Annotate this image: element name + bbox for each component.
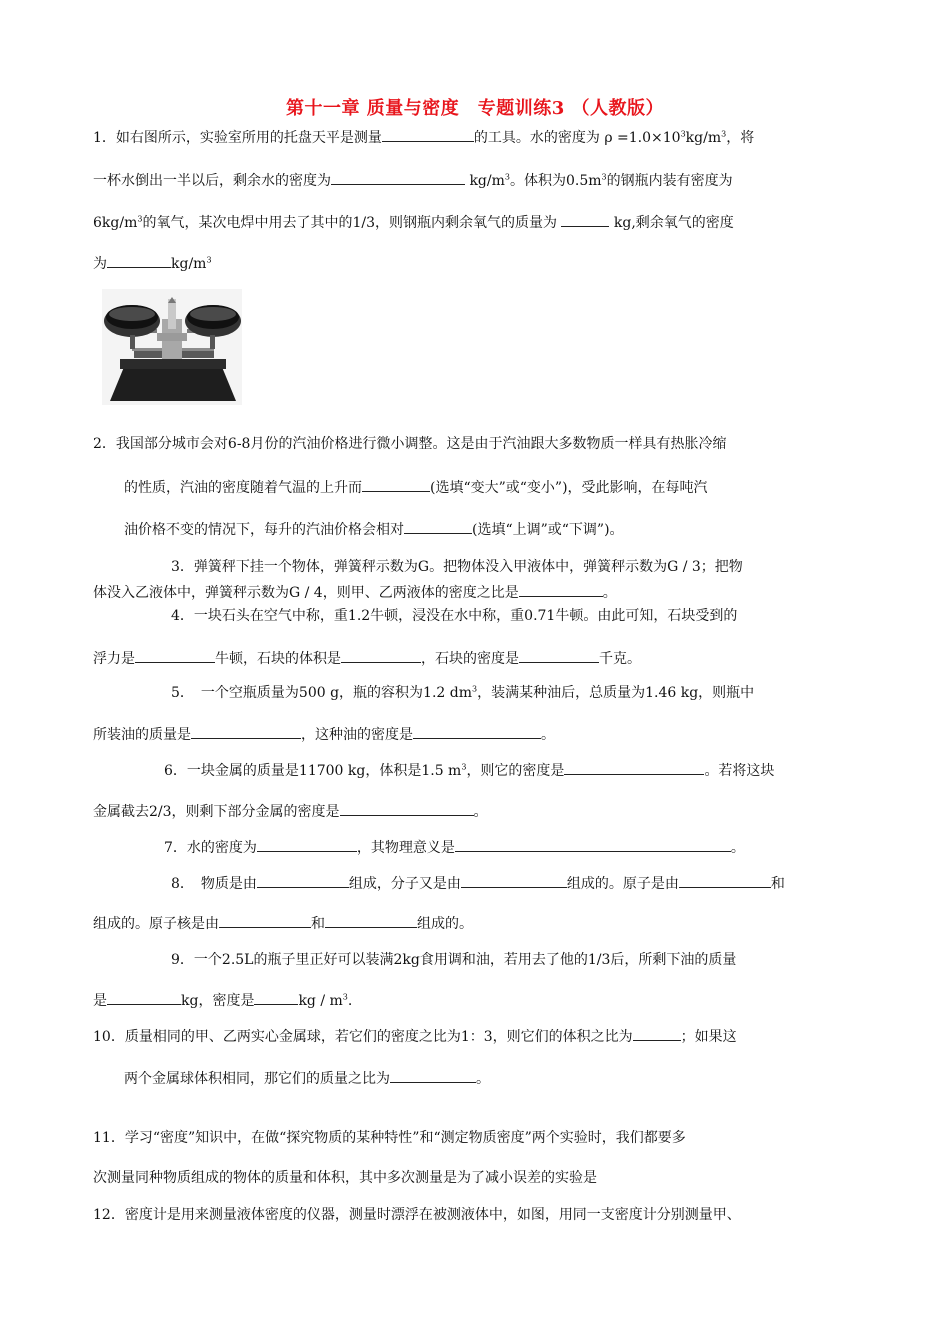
answer-blank[interactable] (257, 873, 349, 888)
q1-line3: $6kg/m^3$的氧气，某次电焊中用去了其中的1/3，则钢瓶内剩余氧气的质量为 kg,剩余氧气的密度 (93, 212, 734, 233)
q4-line2: 浮力是 牛顿，石块的体积是 ，石块的密度是 千克。 (93, 648, 641, 669)
answer-blank[interactable] (404, 519, 472, 534)
answer-blank[interactable] (382, 127, 474, 142)
answer-blank[interactable] (461, 873, 567, 888)
answer-blank[interactable] (191, 724, 301, 739)
q3-line1: 3．弹簧秤下挂一个物体，弹簧秤示数为G。把物体没入甲液体中，弹簧秤示数为G / 3；把物 (171, 559, 743, 575)
q6-line2: 金属截去2/3，则剩下部分金属的密度是 。 (93, 801, 488, 822)
q9-line1: 9．一个2.5L的瓶子里正好可以装满2kg食用调和油，若用去了他的1/3后，所剩下油的质量 (171, 952, 737, 968)
q5-line2: 所装油的质量是 ，这种油的密度是 。 (93, 724, 555, 745)
answer-blank[interactable] (564, 760, 704, 775)
q1-line4: 为 $kg/m^3$ (93, 253, 212, 274)
answer-blank[interactable] (340, 801, 474, 816)
answer-blank[interactable] (257, 837, 357, 852)
answer-blank[interactable] (331, 170, 465, 185)
q6-line1: 6．一块金属的质量是11700 kg，体积是1.5 $m^3$，则它的密度是 。若将这块 (164, 760, 774, 781)
answer-blank[interactable] (325, 913, 417, 928)
answer-blank[interactable] (519, 582, 603, 597)
answer-blank[interactable] (107, 990, 181, 1005)
answer-blank[interactable] (135, 648, 215, 663)
answer-blank[interactable] (390, 1068, 476, 1083)
page-title: 第十一章 质量与密度 专题训练3 （人教版） (285, 98, 665, 119)
q5-line1: 5． 一个空瓶质量为500 g，瓶的容积为1.2 $dm^3$，装满某种油后，总质量为1.46 kg，则瓶中 (171, 684, 755, 701)
q3-line2: 体没入乙液体中，弹簧秤示数为G / 4，则甲、乙两液体的密度之比是 。 (93, 582, 617, 603)
q1-line2: 一杯水倒出一半以后，剩余水的密度为 $kg/m^3$。体积为$0.5m^3$的钢瓶内装有密度为 (93, 170, 733, 191)
q7-line1: 7．水的密度为 ，其物理意义是 。 (164, 837, 745, 858)
answer-blank[interactable] (413, 724, 541, 739)
answer-blank[interactable] (455, 837, 731, 852)
answer-blank[interactable] (679, 873, 771, 888)
answer-blank[interactable] (107, 253, 171, 268)
answer-blank[interactable] (561, 212, 609, 227)
answer-blank[interactable] (219, 913, 311, 928)
q11-line1: 11．学习“密度”知识中，在做“探究物质的某种特性”和“测定物质密度”两个实验时，我们都要多 (93, 1130, 686, 1146)
q4-line1: 4．一块石头在空气中称，重1.2牛顿，浸没在水中称，重0.71牛顿。由此可知，石块受到的 (171, 608, 738, 624)
answer-blank[interactable] (362, 477, 430, 492)
balance-scale-image (102, 289, 242, 405)
answer-blank[interactable] (341, 648, 421, 663)
q8-line2: 组成的。原子核是由 和 组成的。 (93, 913, 473, 934)
q11-line2: 次测量同种物质组成的物体的质量和体积，其中多次测量是为了减小误差的实验是 (93, 1170, 597, 1186)
q2-line2: 的性质，汽油的密度随着气温的上升而 (选填“变大”或“变小”)，受此影响，在每吨汽 (124, 477, 708, 498)
q10-line1: 10．质量相同的甲、乙两实心金属球，若它们的密度之比为1：3，则它们的体积之比为 ；如果这 (93, 1026, 737, 1047)
q2-line1: 2．我国部分城市会对6-8月份的汽油价格进行微小调整。这是由于汽油跟大多数物质一样具有热胀冷缩 (93, 436, 727, 452)
answer-blank[interactable] (254, 990, 298, 1005)
q1-line1: 1．如右图所示，实验室所用的托盘天平是测量 的工具。水的密度为 $\rho =1.0\times 10^3kg/m^3$，将 (93, 127, 754, 148)
q8-line1: 8． 物质是由 组成，分子又是由 组成的。原子是由 和 (171, 873, 785, 894)
q2-line3: 油价格不变的情况下，每升的汽油价格会相对 (选填“上调”或“下调”)。 (124, 519, 624, 540)
answer-blank[interactable] (633, 1026, 681, 1041)
q10-line2: 两个金属球体积相同，那它们的质量之比为 。 (124, 1068, 490, 1089)
answer-blank[interactable] (519, 648, 599, 663)
q12-line1: 12．密度计是用来测量液体密度的仪器，测量时漂浮在被测液体中，如图，用同一支密度计分别测量甲、 (93, 1207, 741, 1223)
q9-line2: 是 kg，密度是 kg / $m^3$. (93, 990, 352, 1011)
